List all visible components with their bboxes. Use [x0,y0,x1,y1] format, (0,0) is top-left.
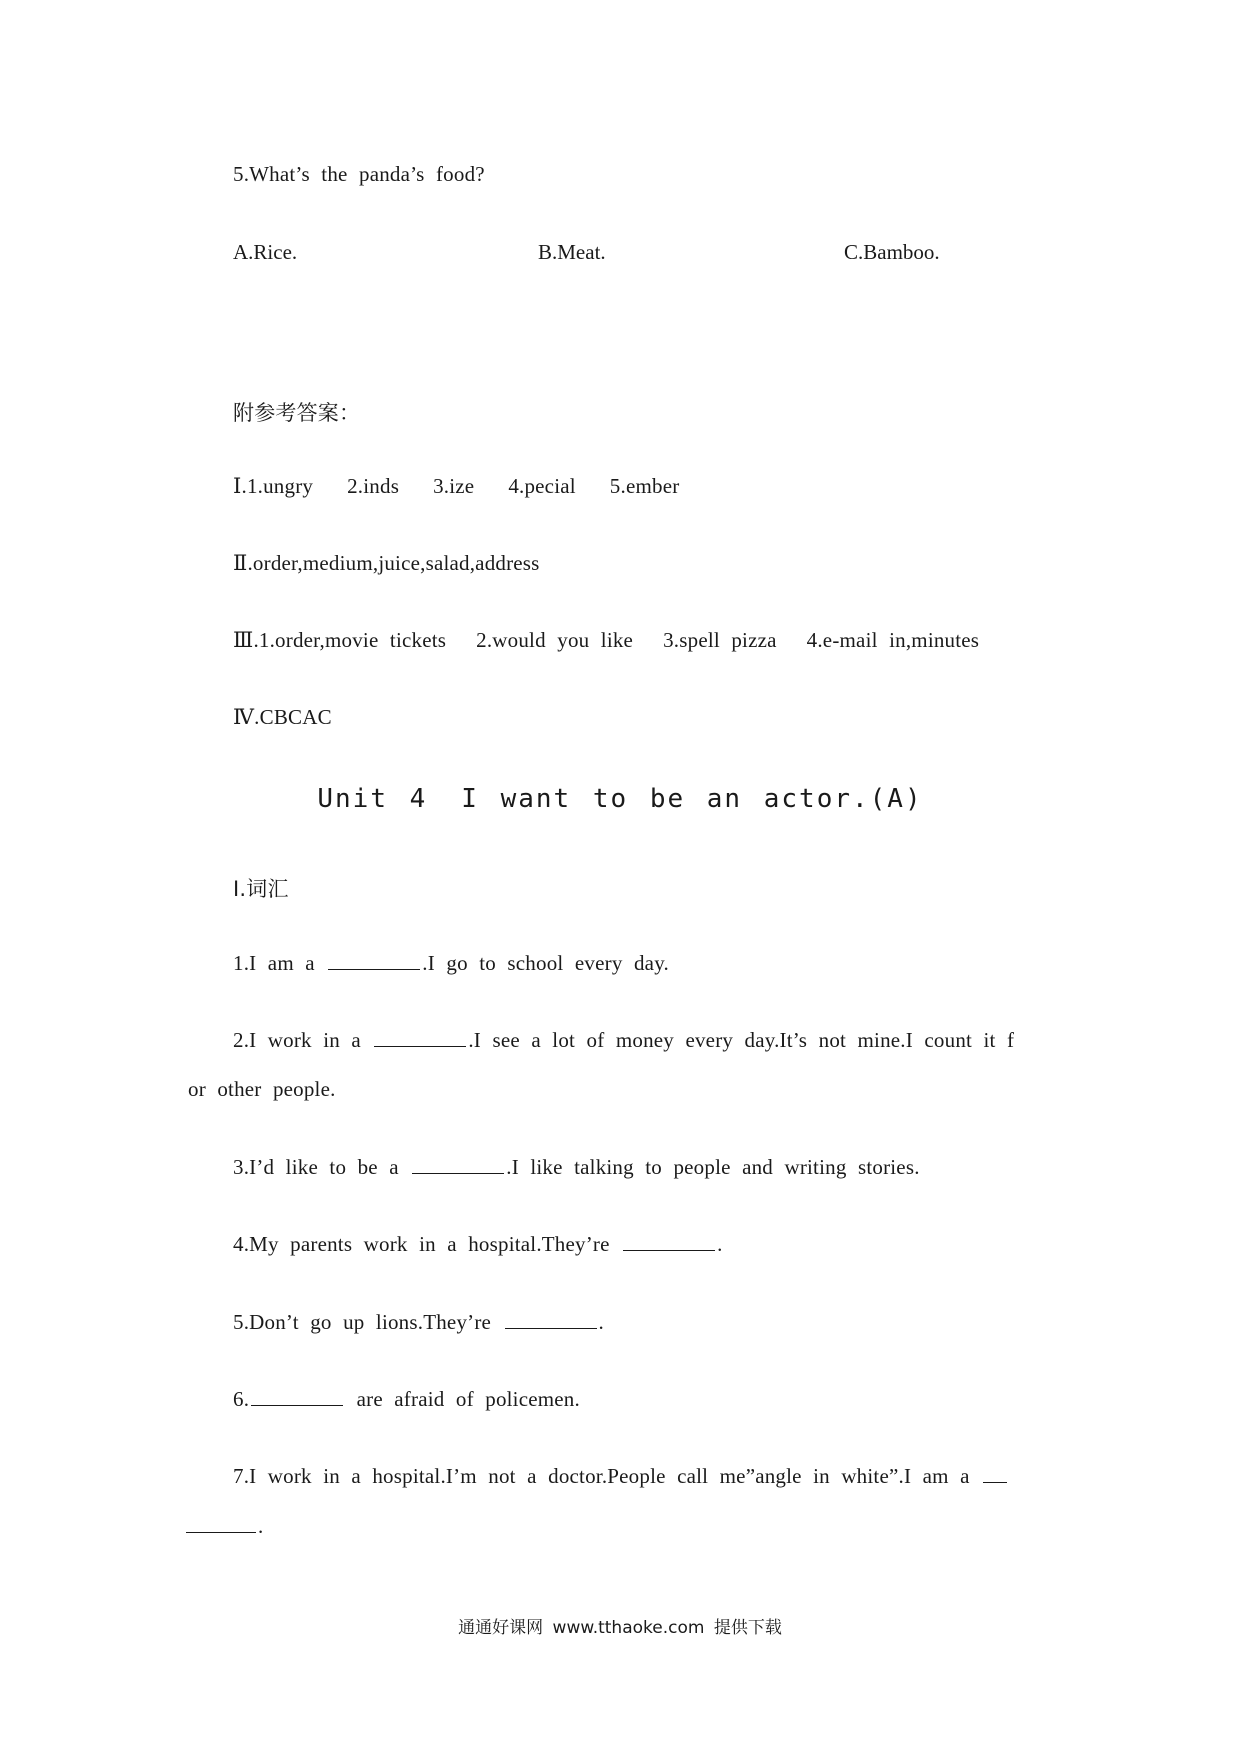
item-text: . [598,1310,604,1334]
answers-part-3-prefix: Ⅲ. [233,628,259,652]
exercise-item-6 [233,1387,580,1412]
answers-part-1 [233,474,679,499]
answers-part-4: Ⅳ.CBCAC [233,705,332,729]
exercise-item-2 [233,1028,1014,1053]
exercise-item-4 [233,1232,723,1257]
answer-item: 3.ize [433,474,475,498]
unit-title-right: I want to be an actor.(A) [461,784,923,814]
answer-item: 4.pecial [508,474,576,498]
answers-part-1-prefix: Ⅰ. [233,474,247,498]
answer-blank[interactable] [983,1464,1007,1483]
answer-blank[interactable] [623,1232,715,1251]
exercise-item-7-continued [186,1514,263,1539]
answer-blank[interactable] [328,951,420,970]
item-text: 3.I’d like to be a [233,1155,411,1179]
answer-item: 4.e-mail in,minutes [806,628,980,652]
exercise-item-5 [233,1310,604,1335]
answers-part-3 [233,628,979,653]
exercise-item-2-continued: or other people. [188,1077,336,1101]
item-text: 2.I work in a [233,1028,373,1052]
answer-blank[interactable] [374,1028,466,1047]
option-a: A.Rice. [233,240,298,264]
unit-title-left: Unit 4 [317,784,428,814]
item-text: are afraid of policemen. [345,1387,580,1411]
answer-item: 3.spell pizza [663,628,777,652]
item-text: . [258,1514,264,1538]
item-text: 5.Don’t go up lions.They’re [233,1310,503,1334]
answer-item: 1.ungry [246,474,314,498]
answer-blank[interactable] [251,1387,343,1406]
section-label: Ⅰ.词汇 [233,877,289,901]
answer-blank[interactable] [412,1155,504,1174]
answer-item: 2.would you like [476,628,634,652]
option-b: B.Meat. [538,240,606,264]
unit-title [0,784,1240,814]
exercise-item-3 [233,1155,920,1180]
answer-blank-continued[interactable] [186,1514,256,1533]
item-text: .I see a lot of money every day.It’s not mine.I count it f [468,1028,1015,1052]
item-text: .I like talking to people and writing stories. [506,1155,920,1179]
option-c: C.Bamboo. [844,240,940,264]
page-footer: 通通好课网 www.tthaoke.com 提供下载 [458,1618,782,1638]
exercise-item-1 [233,951,669,976]
exercise-item-7 [233,1464,1009,1489]
answer-blank[interactable] [505,1310,597,1329]
item-text: . [717,1232,723,1256]
answers-heading: 附参考答案： [233,401,361,425]
answers-part-2: Ⅱ.order,medium,juice,salad,address [233,551,540,575]
answer-item: 2.inds [347,474,400,498]
item-text: 7.I work in a hospital.I’m not a doctor.People call me”angle in white”.I am a [233,1464,982,1488]
answer-item: 1.order,movie tickets [258,628,447,652]
item-text: 1.I am a [233,951,327,975]
question-5: 5.What’s the panda’s food? [233,162,485,186]
answer-item: 5.ember [609,474,680,498]
item-text: 6. [233,1387,250,1411]
item-text: .I go to school every day. [422,951,669,975]
item-text: 4.My parents work in a hospital.They’re [233,1232,622,1256]
